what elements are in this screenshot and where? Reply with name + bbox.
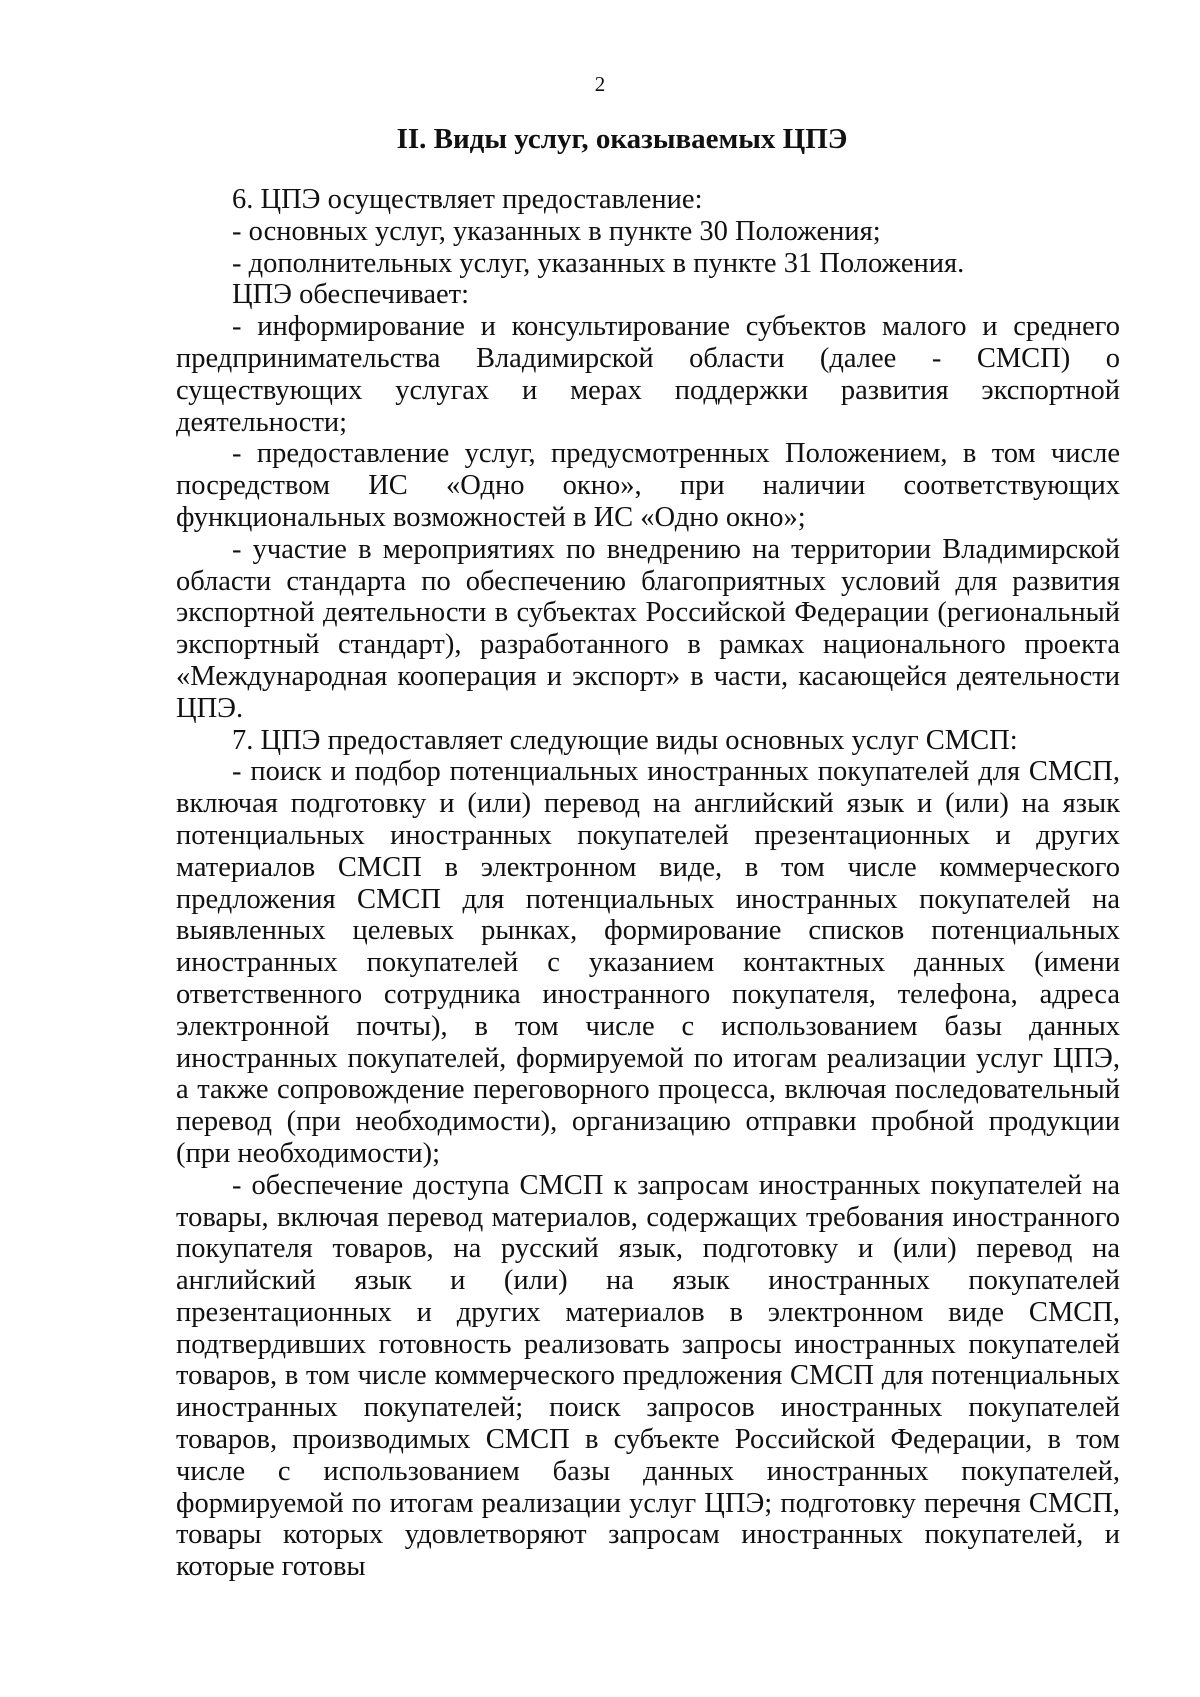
paragraph: - поиск и подбор потенциальных иностранных покупателей для СМСП, включая подготовку и (или) перевод на английский язык и (или) на язык потенциальных иностранных покупателей презентационных и других материалов СМСП в электронном виде, в том числе коммерческого предложения СМСП для потенциальных иностранных покупателей на выявленных целевых рынках, формирование списков потенциальных иностранных покупателей с указанием контактных данных (имени ответственного сотрудника иностранного покупателя, телефона, адреса электронной почты), в том числе с использованием базы данных иностранных покупателей, формируемой по итогам реализации услуг ЦПЭ, а также сопровождение переговорного процесса, включая последовательный перевод (при необходимости), организацию отправки пробной продукции (при необходимости); — [176, 756, 1120, 1169]
paragraph: - основных услуг, указанных в пункте 30 Положения; — [232, 215, 881, 247]
section-title: II. Виды услуг, оказываемых ЦПЭ — [396, 123, 848, 155]
paragraph: - участие в мероприятиях по внедрению на территории Владимирской области стандарта по обеспечению благоприятных условий для развития экспортной деятельности в субъектах Российской Федерации (региональный экспортный стандарт), разработанного в рамках национального проекта «Международная кооперация и экспорт» в части, касающейся деятельности ЦПЭ. — [176, 533, 1120, 724]
document-body — [176, 184, 1120, 1583]
paragraph: 6. ЦПЭ осуществляет предоставление: — [232, 184, 703, 215]
paragraph: - обеспечение доступа СМСП к запросам иностранных покупателей на товары, включая перевод материалов, содержащих требования иностранного покупателя товаров, на русский язык, подготовку и (или) перевод на английский язык и (или) на язык иностранных покупателей презентационных и других материалов в электронном виде СМСП, подтвердивших готовность реализовать запросы иностранных покупателей товаров, в том числе коммерческого предложения СМСП для потенциальных иностранных покупателей; поиск запросов иностранных покупателей товаров, производимых СМСП в субъекте Российской Федерации, в том числе с использованием базы данных иностранных покупателей, формируемой по итогам реализации услуг ЦПЭ; подготовку перечня СМСП, товары которых удовлетворяют запросам иностранных покупателей, и которые готовы — [176, 1169, 1120, 1583]
paragraph: 7. ЦПЭ предоставляет следующие виды основных услуг СМСП: — [232, 724, 1018, 756]
paragraph: ЦПЭ обеспечивает: — [232, 279, 470, 311]
page-number: 2 — [594, 72, 606, 96]
paragraph: - предоставление услуг, предусмотренных Положением, в том числе посредством ИС «Одно окно», при наличии соответствующих функциональных возможностей в ИС «Одно окно»; — [176, 438, 1120, 533]
paragraph: - дополнительных услуг, указанных в пункте 31 Положения. — [232, 247, 965, 279]
paragraph: - информирование и консультирование субъектов малого и среднего предпринимательства Владимирской области (далее - СМСП) о существующих услугах и мерах поддержки развития экспортной деятельности; — [176, 311, 1120, 438]
